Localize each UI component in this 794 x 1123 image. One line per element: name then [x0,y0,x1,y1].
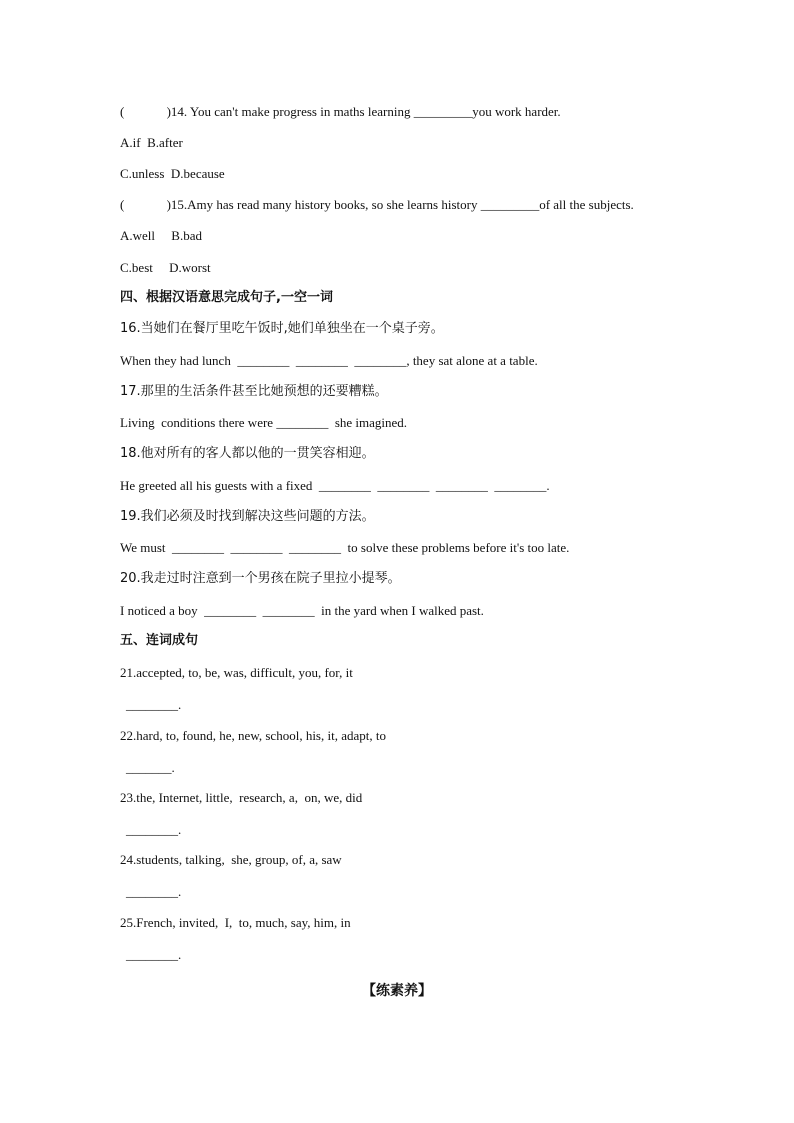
question-21-words: 21.accepted, to, be, was, difficult, you, for, it [120,665,353,680]
question-17-english: Living conditions there were ________ she imagined. [120,415,408,430]
question-16-chinese: 16.当她们在餐厅里吃午饭时,她们单独坐在一个桌子旁。 [120,321,444,336]
question-15-options-ab: A.well B.bad [120,228,202,243]
question-14-options-cd: C.unless D.because [120,166,225,181]
question-19-english: We must ________ ________ ________ to solve these problems before it's too late. [120,540,570,555]
question-20-english: I noticed a boy ________ ________ in the yard when I walked past. [120,603,484,618]
question-17-chinese: 17.那里的生活条件甚至比她预想的还要糟糕。 [120,384,388,399]
question-14-options-ab: A.if B.after [120,135,183,150]
question-23-words: 23.the, Internet, little, research, a, on, we, did [120,790,363,805]
question-21-answer-blank: ________. [126,697,182,712]
practice-literacy-heading: 【练素养】 [362,983,432,999]
question-25-answer-blank: ________. [126,947,182,962]
section-5-heading: 五、连词成句 [120,633,199,648]
question-23-answer-blank: ________. [126,822,182,837]
question-24-answer-blank: ________. [126,884,182,899]
question-16-english: When they had lunch ________ ________ ________, they sat alone at a table. [120,353,538,368]
question-24-words: 24.students, talking, she, group, of, a, saw [120,852,342,867]
question-14-stem: ( )14. You can't make progress in maths learning _________you work harder. [120,104,561,119]
question-18-english: He greeted all his guests with a fixed ________ ________ ________ ________. [120,478,550,493]
section-4-heading: 四、根据汉语意思完成句子,一空一词 [120,290,333,305]
question-15-options-cd: C.best D.worst [120,260,211,275]
question-20-chinese: 20.我走过时注意到一个男孩在院子里拉小提琴。 [120,571,401,586]
question-25-words: 25.French, invited, I, to, much, say, him, in [120,915,351,930]
question-15-stem: ( )15.Amy has read many history books, so she learns history _________of all the subjects. [120,197,634,212]
question-22-words: 22.hard, to, found, he, new, school, his, it, adapt, to [120,728,386,743]
question-22-answer-blank: _______. [126,760,175,775]
question-18-chinese: 18.他对所有的客人都以他的一贯笑容相迎。 [120,446,375,461]
question-19-chinese: 19.我们必须及时找到解决这些问题的方法。 [120,509,375,524]
